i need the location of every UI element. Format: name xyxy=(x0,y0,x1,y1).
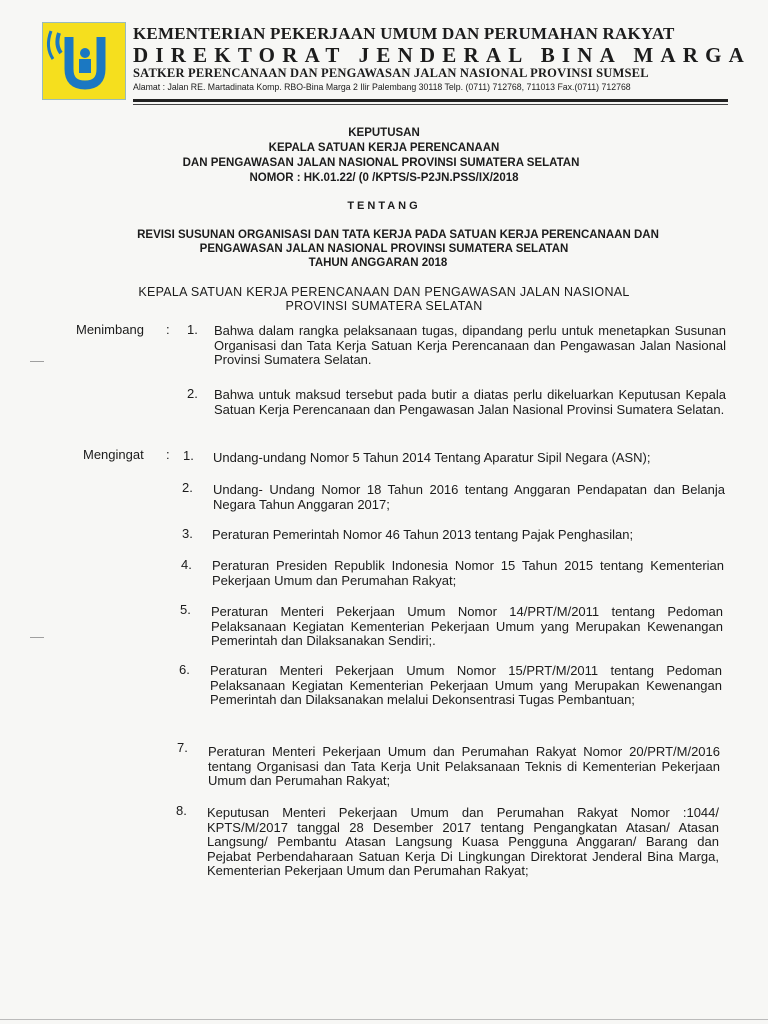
mengingat-num-4: 4. xyxy=(181,557,192,572)
mengingat-item-4: Peraturan Presiden Republik Indonesia Nomor 15 Tahun 2015 tentang Kementerian Pekerjaan Umum dan Perumahan Rakyat; xyxy=(212,558,724,588)
letterhead-directorate: DIREKTORAT JENDERAL BINA MARGA xyxy=(133,43,751,67)
menimbang-num-1: 1. xyxy=(187,322,198,337)
authority-line1: KEPALA SATUAN KERJA PERENCANAAN DAN PENGAWASAN JALAN NASIONAL xyxy=(138,285,630,299)
letterhead-ministry: KEMENTERIAN PEKERJAAN UMUM DAN PERUMAHAN RAKYAT xyxy=(133,24,675,43)
mengingat-colon: : xyxy=(166,447,170,462)
menimbang-item-1: Bahwa dalam rangka pelaksanaan tugas, dipandang perlu untuk menetapkan Susunan Organisasi dan Tata Kerja Satuan Kerja Perencanaan dan Pengawasan Jalan Nasional Provinsi Sumatera Selatan. xyxy=(214,323,726,367)
menimbang-label: Menimbang xyxy=(76,322,144,337)
mengingat-item-1: Undang-undang Nomor 5 Tahun 2014 Tentang Aparatur Sipil Negara (ASN); xyxy=(213,450,651,465)
decree-heading: KEPUTUSAN xyxy=(348,127,420,139)
ministry-logo xyxy=(42,22,126,100)
letterhead-rule xyxy=(133,99,728,102)
menimbang-item-2: Bahwa untuk maksud tersebut pada butir a diatas perlu dikeluarkan Keputusan Kepala Satuan Kerja Perencanaan dan Pengawasan Jalan Nasional Provinsi Sumatera Selatan. xyxy=(214,387,726,417)
mengingat-num-6: 6. xyxy=(179,662,190,677)
scan-mark: — xyxy=(30,352,44,368)
letterhead-rule-thin xyxy=(133,104,728,105)
mengingat-num-1: 1. xyxy=(183,448,194,463)
menimbang-num-2: 2. xyxy=(187,386,198,401)
scan-edge-line xyxy=(0,1019,768,1020)
subject-line3: TAHUN ANGGARAN 2018 xyxy=(308,257,448,269)
mengingat-item-5: Peraturan Menteri Pekerjaan Umum Nomor 14/PRT/M/2011 tentang Pedoman Pelaksanaan Kegiatan Kementerian Pekerjaan Umum yang Merupakan Kewenangan Pemerintah dan Dilaksanakan Sendiri;. xyxy=(211,604,723,648)
mengingat-item-2: Undang- Undang Nomor 18 Tahun 2016 tentang Anggaran Pendapatan dan Belanja Negara Tahun Anggaran 2017; xyxy=(213,482,725,512)
subject-line1: REVISI SUSUNAN ORGANISASI DAN TATA KERJA PADA SATUAN KERJA PERENCANAAN DAN xyxy=(137,229,659,241)
mengingat-item-6: Peraturan Menteri Pekerjaan Umum Nomor 15/PRT/M/2011 tentang Pedoman Pelaksanaan Kegiatan Kementerian Pekerjaan Umum yang Merupakan Kewenangan Pemerintah dan Dilaksanakan melalui Dekonsentrasi Tugas Pembantuan; xyxy=(210,663,722,707)
decree-issuer-line1: KEPALA SATUAN KERJA PERENCANAAN xyxy=(268,142,500,154)
decree-number: NOMOR : HK.01.22/ (0 /KPTS/S-P2JN.PSS/IX/2018 xyxy=(249,172,519,184)
authority-line2: PROVINSI SUMATERA SELATAN xyxy=(285,299,483,313)
tentang-heading: TENTANG xyxy=(347,200,421,212)
decree-issuer-line2: DAN PENGAWASAN JALAN NASIONAL PROVINSI SUMATERA SELATAN xyxy=(182,157,580,169)
mengingat-num-2: 2. xyxy=(182,480,193,495)
mengingat-item-7: Peraturan Menteri Pekerjaan Umum dan Perumahan Rakyat Nomor 20/PRT/M/2016 tentang Organisasi dan Tata Kerja Unit Pelaksanaan Teknis di Kementerian Pekerjaan Umum dan Perumahan Rakyat; xyxy=(208,744,720,788)
mengingat-num-5: 5. xyxy=(180,602,191,617)
letterhead-satker: SATKER PERENCANAAN DAN PENGAWASAN JALAN NASIONAL PROVINSI SUMSEL xyxy=(133,66,649,80)
mengingat-item-8: Keputusan Menteri Pekerjaan Umum dan Perumahan Rakyat Nomor :1044/ KPTS/M/2017 tanggal 28 Desember 2017 tentang Pengangkatan Atasan/ Atasan Langsung/ Pembantu Atasan Langsung Kuasa Pengguna Anggaran/ Barang dan Pejabat Perbendaharaan Satuan Kerja Di Lingkungan Direktorat Jenderal Bina Marga, Kementerian Pekerjaan Umum dan Perumahan Rakyat; xyxy=(207,805,719,878)
mengingat-num-3: 3. xyxy=(182,526,193,541)
mengingat-label: Mengingat xyxy=(83,447,144,462)
letterhead-address: Alamat : Jalan RE. Martadinata Komp. RBO-Bina Marga 2 Ilir Palembang 30118 Telp. (0711) 712768, 711013 Fax.(0711) 712768 xyxy=(133,82,631,93)
subject-line2: PENGAWASAN JALAN NASIONAL PROVINSI SUMATERA SELATAN xyxy=(199,243,569,255)
menimbang-colon: : xyxy=(166,322,170,337)
mengingat-num-7: 7. xyxy=(177,740,188,755)
mengingat-item-3: Peraturan Pemerintah Nomor 46 Tahun 2013 tentang Pajak Penghasilan; xyxy=(212,527,634,542)
mengingat-num-8: 8. xyxy=(176,803,187,818)
scan-mark: — xyxy=(30,628,44,644)
pu-logo-icon xyxy=(43,23,125,99)
